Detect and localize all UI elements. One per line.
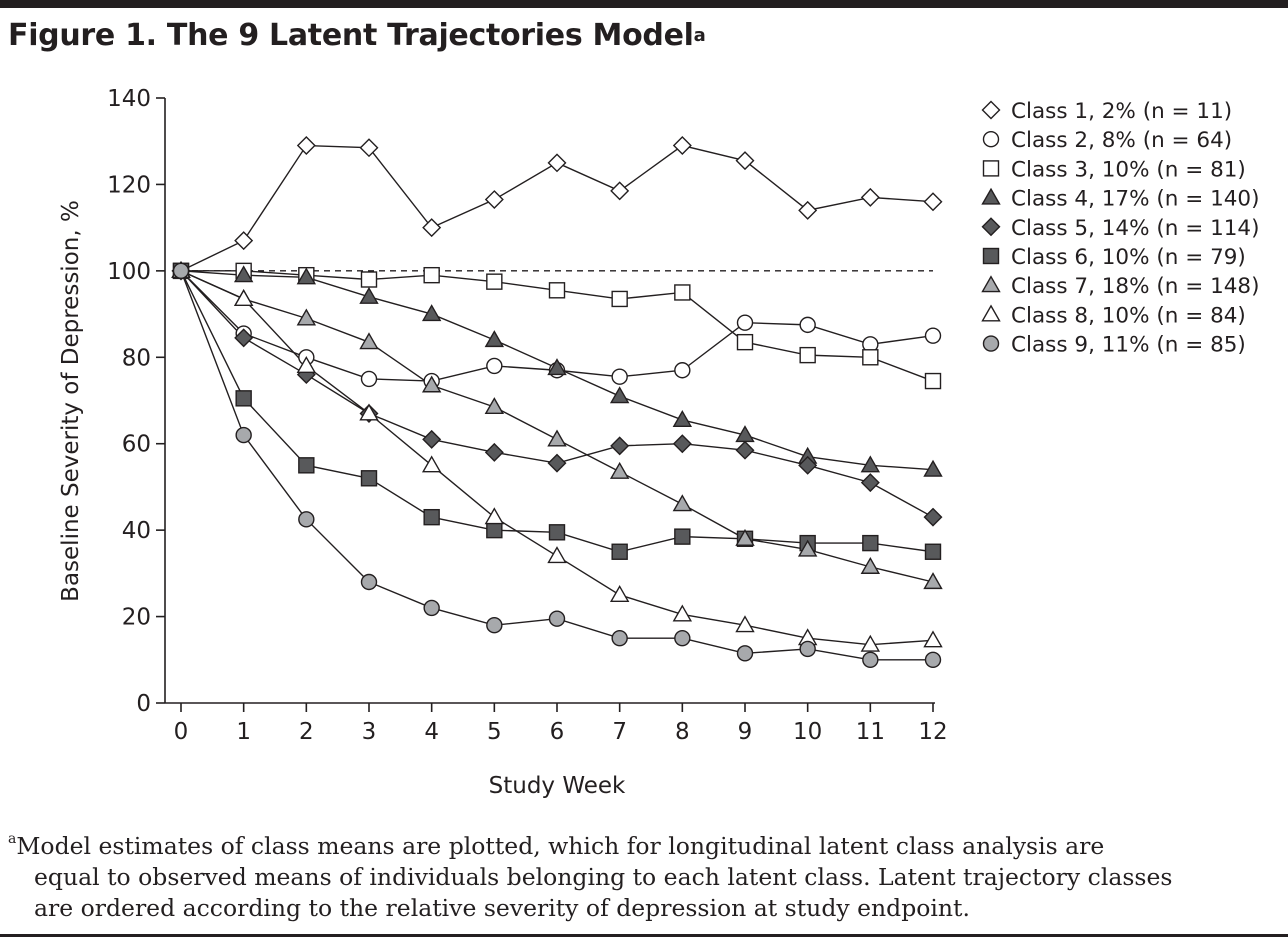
legend-entry-class-5 (983, 216, 1260, 241)
x-tick-label: 3 (361, 719, 377, 745)
data-point (487, 274, 502, 289)
data-point (298, 137, 315, 154)
y-tick-label: 20 (121, 604, 151, 631)
legend-label: Class 8, 10% (n = 84) (1011, 303, 1246, 329)
footnote-marker: a (8, 831, 17, 847)
x-tick-label: 5 (487, 719, 502, 745)
data-point (675, 285, 690, 300)
data-point (486, 398, 503, 413)
y-tick-label: 140 (107, 86, 151, 112)
data-point (611, 388, 628, 403)
data-point (926, 374, 941, 389)
data-point (361, 139, 378, 156)
legend-label: Class 2, 8% (n = 64) (1011, 128, 1233, 154)
series-line-class-6 (181, 271, 933, 552)
legend-entry-class-8 (983, 303, 1246, 328)
legend-marker (983, 218, 1000, 235)
legend-marker (984, 249, 999, 264)
data-point (424, 600, 439, 615)
series-markers-class-1 (173, 137, 942, 279)
data-point (362, 471, 377, 486)
data-point (863, 350, 878, 365)
bottom-rule (0, 934, 1288, 937)
legend-entry-class-7 (983, 274, 1260, 299)
data-point (611, 182, 628, 199)
legend-entry-class-4 (983, 187, 1260, 212)
x-tick-label: 10 (793, 719, 823, 745)
footnote-line (8, 826, 1284, 862)
footnote-text-3: are ordered according to the relative severity of depression at study endpoint. (34, 893, 970, 922)
legend-entry-class-3 (984, 157, 1246, 182)
y-tick-label: 80 (121, 345, 151, 372)
x-axis-label: Study Week (488, 773, 626, 799)
data-point (926, 544, 941, 559)
data-point (423, 219, 440, 236)
legend-marker (983, 306, 1000, 321)
data-point (549, 431, 566, 446)
footnote-text-2: equal to observed means of individuals belonging to each latent class. Latent trajectory classes (34, 862, 1173, 891)
series-group (173, 137, 942, 667)
x-tick-label: 4 (424, 719, 439, 745)
data-point (550, 611, 565, 626)
data-point (674, 435, 691, 452)
y-axis-label: Baseline Severity of Depression, % (58, 200, 84, 602)
legend-entry-class-6 (984, 245, 1246, 270)
footnote (8, 826, 1284, 924)
data-point (362, 272, 377, 287)
data-point (674, 137, 691, 154)
data-point (925, 193, 942, 210)
data-point (550, 283, 565, 298)
data-point (486, 509, 503, 524)
data-point (674, 496, 691, 511)
legend-label: Class 4, 17% (n = 140) (1011, 186, 1260, 212)
data-point (800, 641, 815, 656)
data-point (738, 646, 753, 661)
data-point (236, 428, 251, 443)
data-point (486, 444, 503, 461)
data-point (424, 510, 439, 525)
data-point (675, 363, 690, 378)
data-point (863, 536, 878, 551)
data-point (862, 474, 879, 491)
data-point (424, 268, 439, 283)
data-point (675, 529, 690, 544)
data-point (611, 463, 628, 478)
data-point (487, 523, 502, 538)
data-point (800, 348, 815, 363)
data-point (863, 652, 878, 667)
data-point (487, 358, 502, 373)
data-point (738, 315, 753, 330)
data-point (737, 152, 754, 169)
data-point (423, 431, 440, 448)
data-point (549, 548, 566, 563)
data-point (235, 290, 252, 305)
footnote-text-1: Model estimates of class means are plotted, which for longitudinal latent class analysis are (16, 831, 1105, 860)
legend-marker (984, 132, 999, 147)
data-point (737, 442, 754, 459)
data-point (299, 458, 314, 473)
x-tick-label: 7 (612, 719, 627, 745)
data-point (298, 310, 315, 325)
x-tick-label: 11 (855, 719, 885, 745)
legend-label: Class 9, 11% (n = 85) (1011, 332, 1246, 358)
data-point (612, 631, 627, 646)
x-tick-label: 9 (737, 719, 753, 745)
data-point (926, 652, 941, 667)
x-tick-label: 6 (549, 719, 565, 745)
chart-axes (107, 86, 948, 745)
data-point (174, 263, 189, 278)
footnote-line (8, 893, 1284, 924)
data-point (299, 512, 314, 527)
x-tick-label: 12 (918, 719, 948, 745)
legend-marker (983, 189, 1000, 204)
legend-label: Class 3, 10% (n = 81) (1011, 157, 1246, 183)
figure-title-marker: a (693, 25, 706, 46)
data-point (862, 189, 879, 206)
data-point (362, 575, 377, 590)
y-tick-label: 40 (121, 518, 151, 545)
data-point (423, 457, 440, 472)
data-point (549, 154, 566, 171)
data-point (675, 631, 690, 646)
y-tick-label: 120 (107, 172, 151, 199)
legend-entry-class-1 (983, 99, 1233, 124)
legend-marker (984, 161, 999, 176)
x-tick-label: 0 (173, 719, 189, 745)
data-point (925, 632, 942, 647)
chart-legend (983, 99, 1260, 358)
x-tick-label: 2 (299, 719, 314, 745)
data-point (674, 606, 691, 621)
legend-label: Class 7, 18% (n = 148) (1011, 274, 1260, 300)
data-point (612, 369, 627, 384)
data-point (236, 391, 251, 406)
legend-entry-class-2 (984, 128, 1233, 153)
y-tick-label: 60 (121, 431, 151, 458)
data-point (674, 411, 691, 426)
data-point (362, 371, 377, 386)
data-point (800, 317, 815, 332)
legend-label: Class 1, 2% (n = 11) (1011, 99, 1233, 124)
legend-marker (983, 277, 1000, 292)
footnote-line (8, 862, 1284, 893)
data-point (549, 455, 566, 472)
data-point (612, 291, 627, 306)
data-point (611, 437, 628, 454)
data-point (738, 335, 753, 350)
data-point (611, 586, 628, 601)
legend-entry-class-9 (984, 333, 1246, 358)
y-tick-label: 100 (107, 258, 151, 285)
legend-label: Class 5, 14% (n = 114) (1011, 215, 1260, 241)
data-point (612, 544, 627, 559)
series-markers-class-5 (173, 262, 942, 525)
series-line-class-5 (181, 271, 933, 517)
data-point (487, 618, 502, 633)
legend-label: Class 6, 10% (n = 79) (1011, 245, 1246, 270)
legend-marker (983, 102, 1000, 119)
data-point (799, 202, 816, 219)
y-tick-label: 0 (136, 691, 151, 717)
x-tick-label: 1 (236, 719, 251, 745)
legend-marker (984, 336, 999, 351)
data-point (486, 191, 503, 208)
x-tick-label: 8 (675, 719, 690, 745)
data-point (926, 328, 941, 343)
data-point (550, 525, 565, 540)
data-point (235, 232, 252, 249)
data-point (486, 332, 503, 347)
series-markers-class-6 (174, 263, 941, 559)
data-point (361, 288, 378, 303)
data-point (925, 509, 942, 526)
data-point (361, 334, 378, 349)
figure-title-text: Figure 1. The 9 Latent Trajectories Model (8, 18, 694, 53)
